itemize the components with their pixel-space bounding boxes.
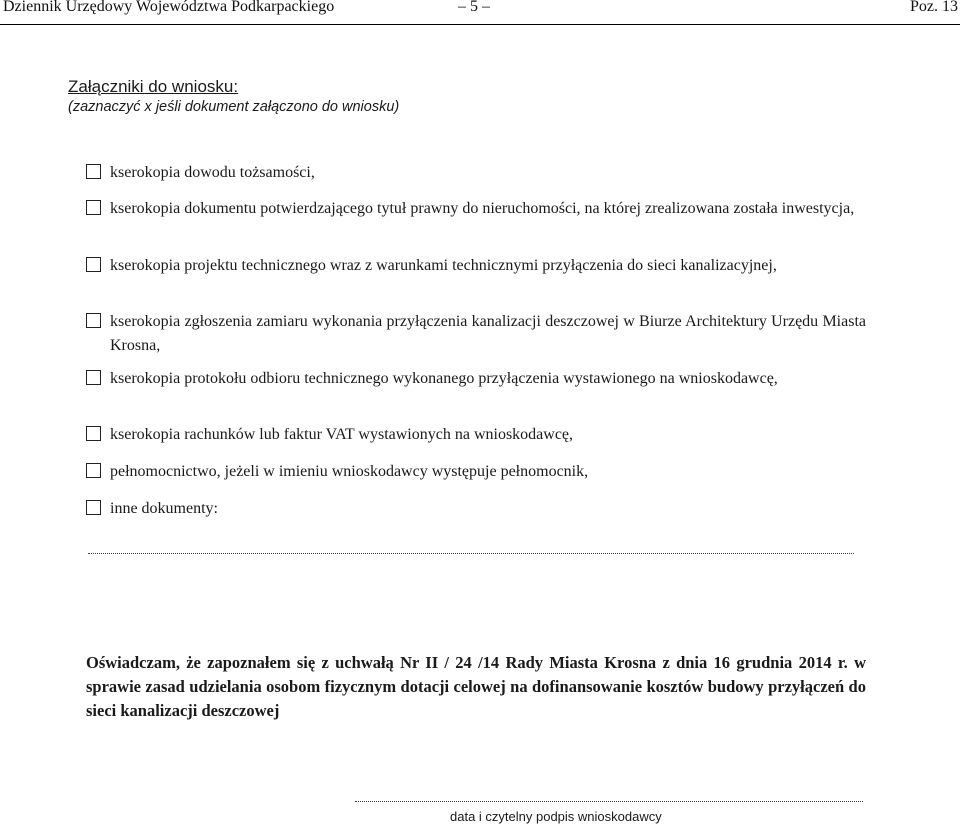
attachment-item-invoices[interactable] [86,423,866,447]
attachments-title: Załączniki do wniosku: [68,77,239,96]
attachment-checkbox[interactable] [86,426,101,441]
attachment-label: kserokopia dowodu tożsamości, [110,164,315,181]
attachment-item-other-documents[interactable] [86,497,866,521]
attachment-item-technical-project[interactable] [86,254,866,278]
attachment-label: pełnomocnictwo, jeżeli w imieniu wnioskodawcy występuje pełnomocnik, [110,463,589,480]
attachment-checkbox[interactable] [86,200,101,215]
attachment-item-title-deed[interactable] [86,197,866,221]
attachment-label: kserokopia protokołu odbioru technicznego wykonanego przyłączenia wystawionego na wnioskodawcę, [110,370,778,387]
attachment-checkbox[interactable] [86,257,101,272]
signature-line[interactable] [355,797,863,802]
attachment-item-id-copy[interactable] [86,161,866,185]
attachments-instruction: (zaznaczyć x jeśli dokument załączono do wniosku) [68,99,400,115]
page-number: – 5 – [458,0,490,15]
journal-title: Dziennik Urzędowy Województwa Podkarpackiego [3,0,335,15]
attachment-checkbox[interactable] [86,370,101,385]
declaration-statement: Oświadczam, że zapoznałem się z uchwałą Nr II / 24 /14 Rady Miasta Krosna z dnia 16 grudnia 2014 r. w sprawie zasad udzielania osobom fizycznym dotacji celowej na dofinansowanie kosztów budowy przyłączeń do sieci kanalizacji deszczowej [86,653,866,720]
attachment-checkbox[interactable] [86,313,101,328]
other-documents-fill-line[interactable] [88,547,854,554]
page-header [0,0,960,25]
attachment-label: kserokopia rachunków lub faktur VAT wystawionych na wnioskodawcę, [110,426,574,443]
attachment-checkbox[interactable] [86,500,101,515]
attachment-label: kserokopia dokumentu potwierdzającego tytuł prawny do nieruchomości, na której zrealizowana została inwestycja, [110,200,855,217]
scanned-form [0,25,960,830]
attachment-label: kserokopia projektu technicznego wraz z warunkami technicznymi przyłączenia do sieci kanalizacyjnej, [110,257,777,274]
attachment-item-notification[interactable] [86,310,866,358]
signature-label: data i czytelny podpis wnioskodawcy [450,809,662,824]
position-number: Poz. 13 [910,0,958,15]
attachment-label: kserokopia zgłoszenia zamiaru wykonania przyłączenia kanalizacji deszczowej w Biurze Architektury Urzędu Miasta Krosna, [110,313,866,354]
attachment-item-power-of-attorney[interactable] [86,460,866,484]
attachment-label: inne dokumenty: [110,500,218,517]
attachment-checkbox[interactable] [86,164,101,179]
attachment-item-acceptance-protocol[interactable] [86,367,866,391]
attachment-checkbox[interactable] [86,463,101,478]
